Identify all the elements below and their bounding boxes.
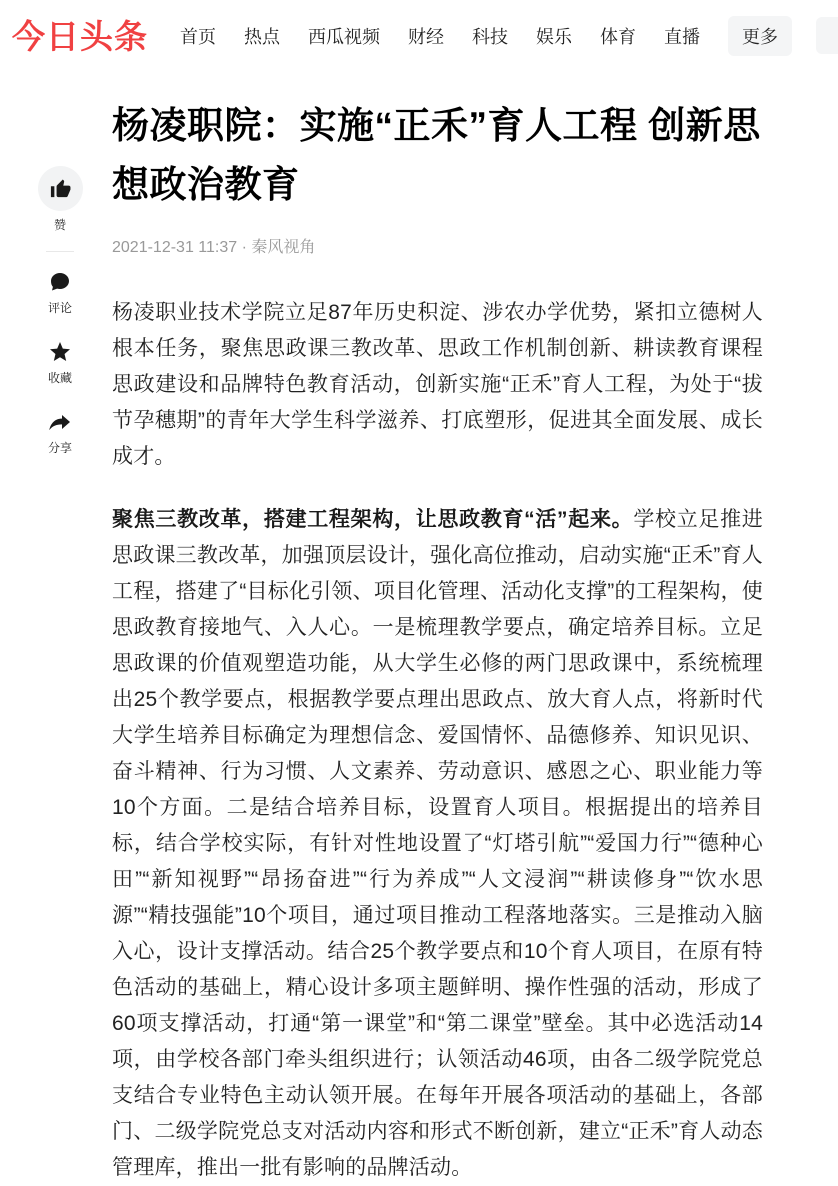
article bbox=[112, 96, 763, 1186]
nav-item-xigua-video[interactable]: 西瓜视频 bbox=[308, 27, 380, 47]
article-meta: 2021-12-31 11:37 · 秦风视角 bbox=[112, 239, 316, 256]
main-nav bbox=[180, 16, 792, 56]
article-title: 杨凌职院：实施“正禾”育人工程 创新思想政治教育 bbox=[112, 105, 761, 205]
like-button[interactable] bbox=[38, 166, 83, 211]
thumbs-up-icon bbox=[49, 177, 72, 200]
favorite-label: 收藏 bbox=[47, 371, 72, 385]
article-body bbox=[112, 295, 763, 1186]
article-paragraph-1: 杨凌职业技术学院立足87年历史积淀、涉农办学优势，紧扣立德树人根本任务，聚焦思政课三教改革、思政工作机制创新、耕读教育课程思政建设和品牌特色教育活动，创新实施“正禾”育人工程，为处于“拔节孕穗期”的青年大学生科学滋养、打底塑形，促进其全面发展、成长成才。 bbox=[112, 301, 763, 468]
paragraph-2-bold-lead: 聚焦三教改革，搭建工程架构，让思政教育“活”起来。 bbox=[112, 508, 634, 531]
nav-edge-partial-pill bbox=[816, 17, 838, 54]
action-rail bbox=[36, 166, 84, 454]
nav-more-button[interactable]: 更多 bbox=[728, 16, 792, 56]
nav-item-hot[interactable]: 热点 bbox=[244, 27, 280, 47]
article-paragraph-2 bbox=[112, 502, 763, 1186]
toutiao-logo[interactable]: 今日头条 bbox=[12, 17, 148, 55]
share-arrow-icon bbox=[48, 410, 72, 434]
star-icon bbox=[48, 340, 72, 364]
nav-item-live[interactable]: 直播 bbox=[664, 27, 700, 47]
share-action[interactable] bbox=[48, 410, 72, 454]
like-label: 赞 bbox=[53, 218, 66, 232]
comment-action[interactable] bbox=[48, 270, 72, 314]
rail-divider bbox=[46, 251, 74, 252]
nav-item-tech[interactable]: 科技 bbox=[472, 27, 508, 47]
share-label: 分享 bbox=[47, 441, 72, 455]
site-header bbox=[0, 0, 838, 72]
comment-label: 评论 bbox=[47, 301, 72, 315]
nav-item-home[interactable]: 首页 bbox=[180, 27, 216, 47]
like-action[interactable] bbox=[38, 166, 83, 231]
favorite-action[interactable] bbox=[48, 340, 72, 384]
nav-item-finance[interactable]: 财经 bbox=[408, 27, 444, 47]
comment-bubble-icon bbox=[48, 270, 72, 294]
nav-item-entertainment[interactable]: 娱乐 bbox=[536, 27, 572, 47]
nav-item-sports[interactable]: 体育 bbox=[600, 27, 636, 47]
paragraph-2-rest: 学校立足推进思政课三教改革，加强顶层设计，强化高位推动，启动实施“正禾”育人工程，搭建了“目标化引领、项目化管理、活动化支撑”的工程架构，使思政教育接地气、入人心。一是梳理教学要点，确定培养目标。立足思政课的价值观塑造功能，从大学生必修的两门思政课中，系统梳理出25个教学要点，根据教学要点理出思政点、放大育人点，将新时代大学生培养目标确定为理想信念、爱国情怀、品德修养、知识见识、奋斗精神、行为习惯、人文素养、劳动意识、感恩之心、职业能力等10个方面。二是结合培养目标，设置育人项目。根据提出的培养目标，结合学校实际，有针对性地设置了“灯塔引航”“爱国力行”“德种心田”“新知视野”“昂扬奋进”“行为养成”“人文浸润”“耕读修身”“饮水思源”“精技强能”10个项目，通过项目推动工程落地落实。三是推动入脑入心，设计支撑活动。结合25个教学要点和10个育人项目，在原有特色活动的基础上，精心设计多项主题鲜明、操作性强的活动，形成了60项支撑活动，打通“第一课堂”和“第二课堂”壁垒。其中必选活动14项，由学校各部门牵头组织进行；认领活动46项，由各二级学院党总支结合专业特色主动认领开展。在每年开展各项活动的基础上，各部门、二级学院党总支对活动内容和形式不断创新，建立“正禾”育人动态管理库，推出一批有影响的品牌活动。 bbox=[112, 508, 764, 1179]
